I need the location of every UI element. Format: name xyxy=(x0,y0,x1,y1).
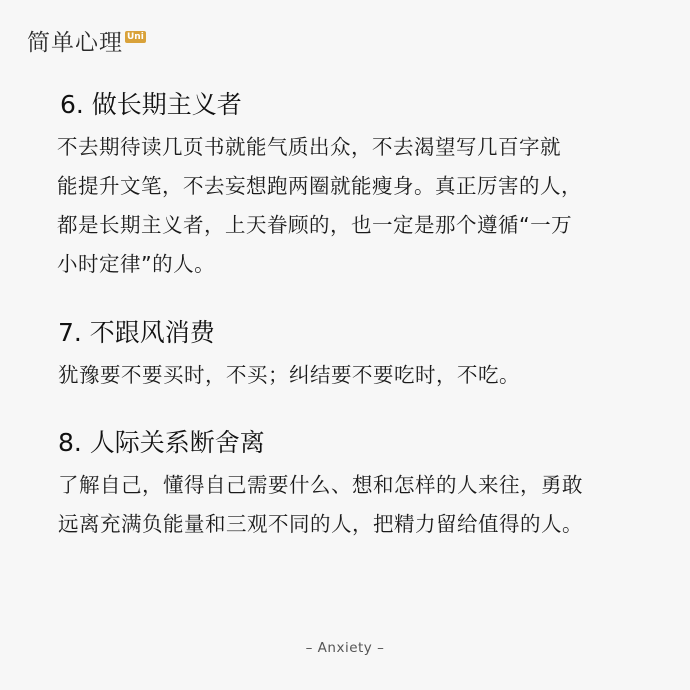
brand-badge: Uni xyxy=(127,32,144,42)
body-line: 小时定律”的人。 xyxy=(57,252,216,276)
section-long-termism xyxy=(57,90,660,284)
footer-signature: – Anxiety – xyxy=(305,640,385,656)
section-title: 7. 不跟风消费 xyxy=(58,318,215,347)
body-line: 都是长期主义者，上天眷顾的，也一定是那个遵循“一万 xyxy=(57,213,573,237)
section-body xyxy=(58,356,658,395)
body-line: 了解自己，懂得自己需要什么、想和怎样的人来往，勇敢 xyxy=(58,473,583,497)
section-body xyxy=(57,128,660,284)
section-no-trend-spending xyxy=(58,318,658,395)
body-line: 能提升文笔，不去妄想跑两圈就能瘦身。真正厉害的人， xyxy=(57,174,582,198)
body-line: 远离充满负能量和三观不同的人，把精力留给值得的人。 xyxy=(58,512,583,536)
section-title: 8. 人际关系断舍离 xyxy=(58,428,265,457)
body-line: 犹豫要不要买时，不买；纠结要不要吃时，不吃。 xyxy=(58,363,520,387)
body-line: 不去期待读几页书就能气质出众，不去渴望写几百字就 xyxy=(57,135,561,159)
brand-logo xyxy=(27,30,146,56)
section-body xyxy=(58,466,658,544)
section-title: 6. 做长期主义者 xyxy=(60,90,242,119)
section-relationship-declutter xyxy=(58,428,658,544)
brand-name: 简单心理 xyxy=(27,30,123,56)
